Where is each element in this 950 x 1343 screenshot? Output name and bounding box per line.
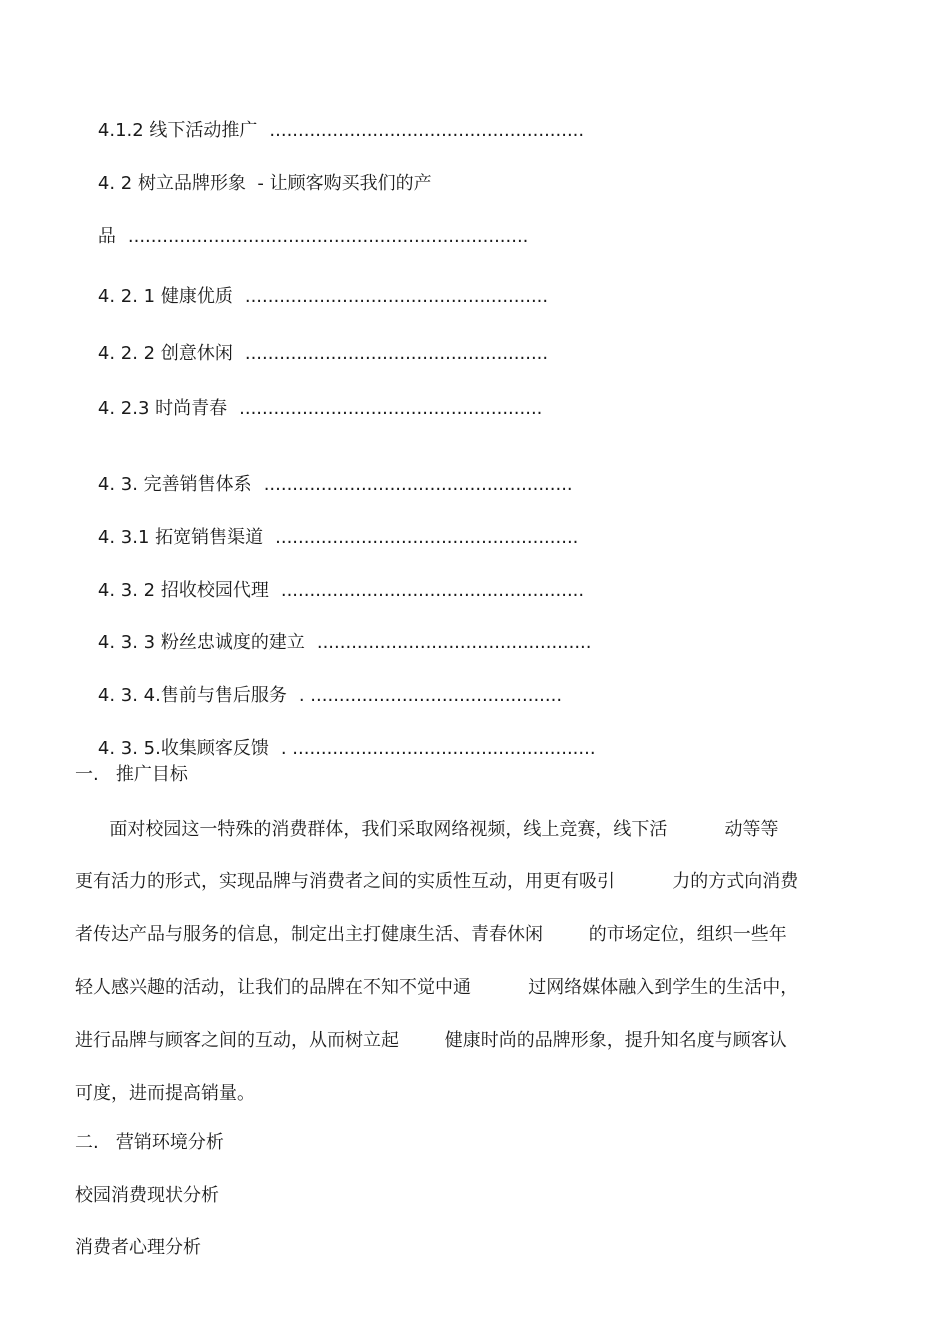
toc-entry-leader: . ............................................ bbox=[298, 685, 563, 706]
paragraph-line: 更有活力的形式，实现品牌与消费者之间的实质性互动，用更有吸引 力的方式向消费 bbox=[75, 871, 799, 892]
toc-entry bbox=[75, 373, 542, 445]
toc-entry-leader: ...................................................... bbox=[263, 474, 573, 495]
toc-entry-label: 4. 3. 完善销售体系 bbox=[97, 474, 252, 495]
toc-entry-label: 4. 2 树立品牌形象 - 让顾客购买我们的产 bbox=[97, 173, 432, 194]
toc-entry-label: 4. 3. 3 粉丝忠诚度的建立 bbox=[97, 632, 305, 653]
toc-entry-label: 4. 2. 2 创意休闲 bbox=[97, 343, 233, 364]
toc-entry-leader: ..................................................... bbox=[280, 580, 585, 601]
toc-entry-leader: ..................................................... bbox=[244, 286, 549, 307]
toc-entry-leader: . ..................................................... bbox=[280, 738, 596, 759]
toc-entry-leader: ..................................................... bbox=[239, 398, 543, 419]
section-heading: 一. 推广目标 bbox=[75, 764, 188, 785]
toc-entry-label: 4. 2.3 时尚青春 bbox=[97, 398, 228, 419]
toc-entry-label: 4. 3. 4.售前与售后服务 bbox=[97, 685, 287, 706]
paragraph-line: 进行品牌与顾客之间的互动，从而树立起 健康时尚的品牌形象，提升知名度与顾客认 bbox=[75, 1030, 787, 1051]
toc-entry-leader: ...................................................................... bbox=[127, 226, 529, 247]
section-heading: 二. 营销环境分析 bbox=[75, 1132, 224, 1153]
paragraph-line: 轻人感兴趣的活动，让我们的品牌在不知不觉中通 过网络媒体融入到学生的生活中， bbox=[75, 977, 799, 998]
subsection-item: 消费者心理分析 bbox=[75, 1237, 201, 1258]
toc-entry-label: 4.1.2 线下活动推广 bbox=[97, 120, 258, 141]
toc-entry-leader: ..................................................... bbox=[244, 343, 549, 364]
toc-entry-label: 4. 3. 5.收集顾客反馈 bbox=[97, 738, 269, 759]
paragraph-line: 者传达产品与服务的信息，制定出主打健康生活、青春休闲 的市场定位，组织一些年 bbox=[75, 924, 787, 945]
paragraph-line: 面对校园这一特殊的消费群体，我们采取网络视频，线上竞赛，线下活 动等等 bbox=[75, 819, 779, 840]
toc-entry-leader: ..................................................... bbox=[275, 527, 579, 548]
toc-entry-leader: ....................................................... bbox=[269, 120, 585, 141]
subsection-item: 校园消费现状分析 bbox=[75, 1185, 219, 1206]
toc-entry-label: 4. 3.1 拓宽销售渠道 bbox=[97, 527, 264, 548]
toc-entry-label: 品 bbox=[97, 226, 116, 247]
toc-entry-label: 4. 2. 1 健康优质 bbox=[97, 286, 233, 307]
toc-entry-leader: ................................................ bbox=[316, 632, 592, 653]
toc-entry-label: 4. 3. 2 招收校园代理 bbox=[97, 580, 269, 601]
paragraph-line: 可度，进而提高销量。 bbox=[75, 1083, 255, 1104]
